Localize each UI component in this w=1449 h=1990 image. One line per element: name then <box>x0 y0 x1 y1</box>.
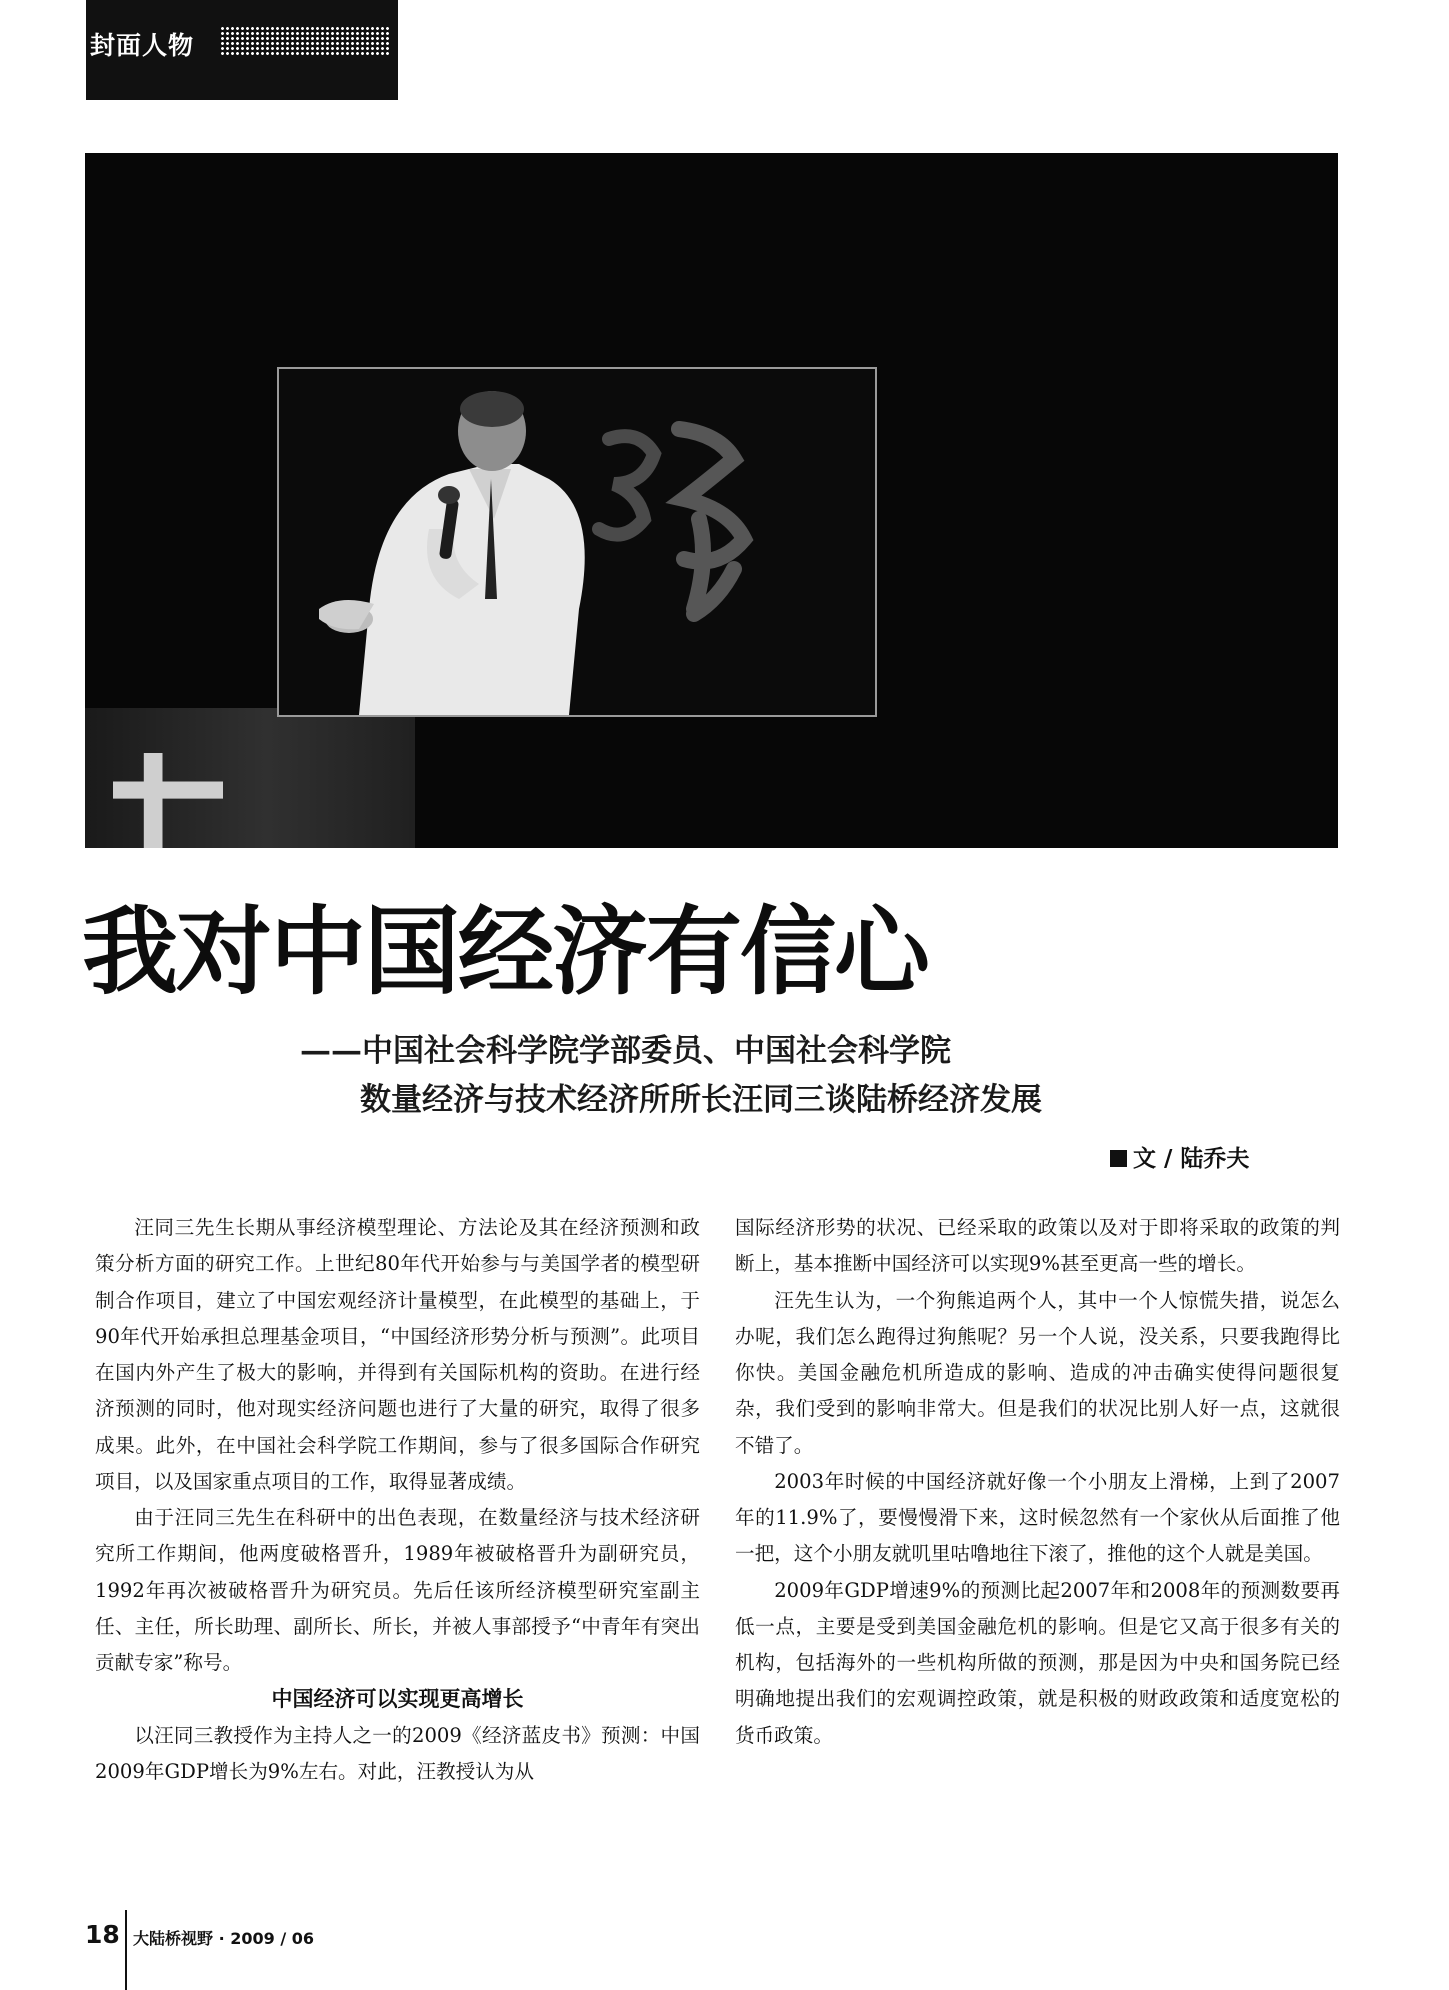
section-tab <box>86 0 398 100</box>
paragraph: 2003年时候的中国经济就好像一个小朋友上滑梯，上到了2007年的11.9%了，要慢慢滑下来，这时候忽然有一个家伙从后面推了他一把，这个小朋友就叽里咕噜地往下滚了，推他的这个人就是美国。 <box>735 1469 1340 1566</box>
paragraph: 汪先生认为，一个狗熊追两个人，其中一个人惊慌失措，说怎么办呢，我们怎么跑得过狗熊呢？另一个人说，没关系，只要我跑得比你快。美国金融危机所造成的影响、造成的冲击确实使得问题很复杂，我们受到的影响非常大。但是我们的状况比别人好一点，这就很不错了。 <box>735 1288 1340 1457</box>
left-column <box>95 1210 700 1790</box>
paragraph: 国际经济形势的状况、已经采取的政策以及对于即将采取的政策的判断上，基本推断中国经济可以实现9%甚至更高一些的增长。 <box>735 1216 1340 1276</box>
paragraph: 以汪同三教授作为主持人之一的2009《经济蓝皮书》预测：中国2009年GDP增长为9%左右。对此，汪教授认为从 <box>95 1723 700 1783</box>
right-column <box>735 1210 1340 1754</box>
dot-pattern-decoration <box>220 26 390 56</box>
byline-text: 文 / 陆乔夫 <box>1133 1146 1250 1172</box>
hero-decoration <box>85 708 415 848</box>
section-heading: 中国经济可以实现更高增长 <box>271 1687 524 1712</box>
speaker-photo <box>279 369 875 715</box>
footer-divider <box>125 1910 127 1990</box>
page-number: 18 <box>85 1920 120 1949</box>
paragraph: 2009年GDP增速9%的预测比起2007年和2008年的预测数要再低一点，主要是受到美国金融危机的影响。但是它又高于很多有关的机构，包括海外的一些机构所做的预测，那是因为中央和国务院已经明确地提出我们的宏观调控政策，就是积极的财政政策和适度宽松的货币政策。 <box>735 1578 1340 1747</box>
byline <box>1110 1140 1249 1173</box>
article-title: 我对中国经济有信心 <box>82 896 928 1008</box>
paragraph: 由于汪同三先生在科研中的出色表现，在数量经济与技术经济研究所工作期间，他两度破格晋升，1989年被破格晋升为副研究员，1992年再次被破格晋升为研究员。先后任该所经济模型研究室副主任、主任，所长助理、副所长、所长，并被人事部授予“中青年有突出贡献专家”称号。 <box>95 1506 700 1674</box>
section-label: 封面人物 <box>90 31 195 60</box>
article-subtitle-line2: 数量经济与技术经济所所长汪同三谈陆桥经济发展 <box>360 1082 1042 1118</box>
hero-photo <box>85 153 1338 848</box>
square-bullet-icon <box>1110 1150 1127 1167</box>
hero-photo-frame <box>277 367 877 717</box>
paragraph: 汪同三先生长期从事经济模型理论、方法论及其在经济预测和政策分析方面的研究工作。上世纪80年代开始参与与美国学者的模型研制合作项目，建立了中国宏观经济计量模型，在此模型的基础上，于90年代开始承担总理基金项目，“中国经济形势分析与预测”。此项目在国内外产生了极大的影响，并得到有关国际机构的资助。在进行经济预测的同时，他对现实经济问题也进行了大量的研究，取得了很多成果。此外，在中国社会科学院工作期间，参与了很多国际合作研究项目，以及国家重点项目的工作，取得显著成绩。 <box>95 1216 700 1493</box>
magazine-issue: 大陆桥视野 · 2009 / 06 <box>133 1929 315 1948</box>
article-subtitle-line1: ——中国社会科学院学部委员、中国社会科学院 <box>300 1033 951 1069</box>
